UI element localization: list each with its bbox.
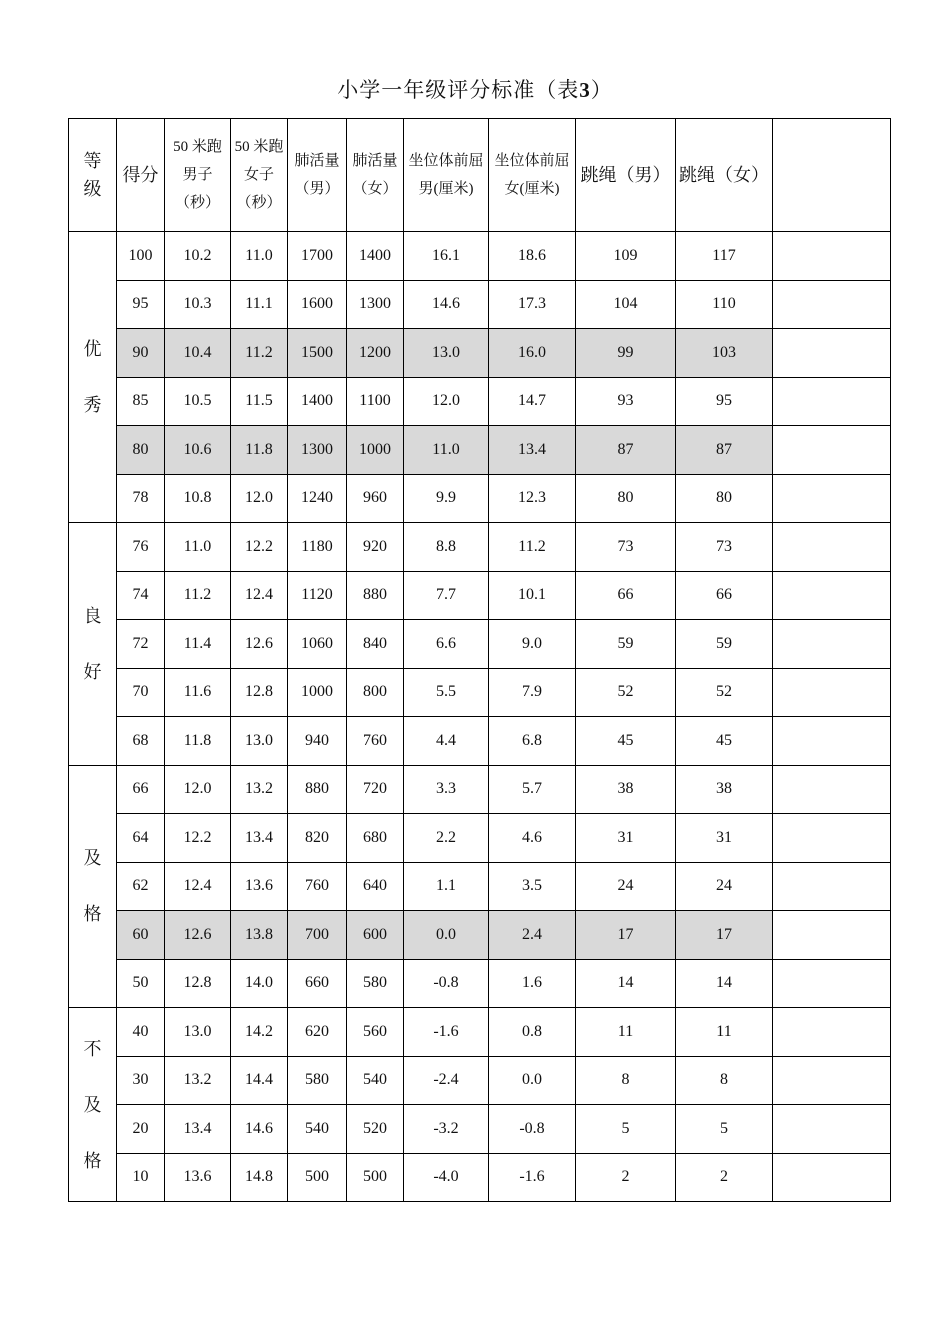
table-row xyxy=(69,474,891,523)
cell-sit-f: 11.2 xyxy=(489,523,576,572)
header-grade-line: 级 xyxy=(83,178,102,199)
table-row xyxy=(69,765,891,814)
cell-run-f: 12.0 xyxy=(231,474,288,523)
cell-lung-f: 800 xyxy=(347,668,404,717)
cell-run-m: 11.4 xyxy=(165,620,231,669)
cell-sit-m: 3.3 xyxy=(404,765,489,814)
grade-char: 不 xyxy=(83,1038,102,1059)
cell-run-f: 14.2 xyxy=(231,1008,288,1057)
cell-rope-f: 73 xyxy=(676,523,773,572)
cell-rope-f: 59 xyxy=(676,620,773,669)
cell-score: 64 xyxy=(117,814,165,863)
header-line: 肺活量 xyxy=(352,152,398,169)
cell-lung-f: 1200 xyxy=(347,329,404,378)
cell-run-m: 10.8 xyxy=(165,474,231,523)
cell-rope-f: 103 xyxy=(676,329,773,378)
header-rope-female: 跳绳（女） xyxy=(676,119,773,232)
cell-run-f: 12.2 xyxy=(231,523,288,572)
table-row xyxy=(69,232,891,281)
cell-run-m: 12.2 xyxy=(165,814,231,863)
header-run-male xyxy=(165,119,231,232)
cell-run-m: 11.8 xyxy=(165,717,231,766)
cell-score: 30 xyxy=(117,1056,165,1105)
header-line: （女） xyxy=(352,180,398,197)
cell-rope-m: 31 xyxy=(576,814,676,863)
header-line: 男(厘米) xyxy=(418,180,474,197)
cell-sit-f: 18.6 xyxy=(489,232,576,281)
cell-sit-f: 1.6 xyxy=(489,959,576,1008)
cell-run-f: 12.6 xyxy=(231,620,288,669)
grade-char: 及 xyxy=(83,1094,102,1115)
cell-rope-f: 87 xyxy=(676,426,773,475)
cell-lung-f: 760 xyxy=(347,717,404,766)
cell-lung-f: 520 xyxy=(347,1105,404,1154)
cell-rope-f: 38 xyxy=(676,765,773,814)
cell-sit-f: 4.6 xyxy=(489,814,576,863)
cell-score: 20 xyxy=(117,1105,165,1154)
cell-rope-m: 5 xyxy=(576,1105,676,1154)
cell-rope-m: 14 xyxy=(576,959,676,1008)
cell-run-m: 10.4 xyxy=(165,329,231,378)
cell-run-f: 12.8 xyxy=(231,668,288,717)
cell-lung-m: 760 xyxy=(288,862,347,911)
cell-extra xyxy=(773,862,891,911)
table-row xyxy=(69,329,891,378)
cell-extra xyxy=(773,814,891,863)
cell-lung-m: 1180 xyxy=(288,523,347,572)
cell-extra xyxy=(773,911,891,960)
cell-rope-f: 2 xyxy=(676,1153,773,1202)
page-title xyxy=(0,74,950,104)
cell-sit-m: -4.0 xyxy=(404,1153,489,1202)
cell-lung-f: 680 xyxy=(347,814,404,863)
cell-sit-f: 5.7 xyxy=(489,765,576,814)
table-row xyxy=(69,1153,891,1202)
table-row xyxy=(69,1056,891,1105)
cell-score: 60 xyxy=(117,911,165,960)
cell-run-f: 13.8 xyxy=(231,911,288,960)
grade-char: 格 xyxy=(83,904,102,925)
cell-extra xyxy=(773,377,891,426)
cell-lung-f: 720 xyxy=(347,765,404,814)
header-rope-male: 跳绳（男） xyxy=(576,119,676,232)
cell-sit-m: 0.0 xyxy=(404,911,489,960)
cell-score: 74 xyxy=(117,571,165,620)
cell-run-m: 11.0 xyxy=(165,523,231,572)
cell-run-f: 12.4 xyxy=(231,571,288,620)
cell-sit-m: 7.7 xyxy=(404,571,489,620)
cell-lung-f: 960 xyxy=(347,474,404,523)
cell-sit-f: 12.3 xyxy=(489,474,576,523)
cell-score: 90 xyxy=(117,329,165,378)
table-row xyxy=(69,426,891,475)
cell-run-f: 11.1 xyxy=(231,280,288,329)
grade-cell xyxy=(69,765,117,1008)
cell-sit-f: -1.6 xyxy=(489,1153,576,1202)
grade-cell xyxy=(69,232,117,523)
cell-sit-m: -0.8 xyxy=(404,959,489,1008)
header-grade-line: 等 xyxy=(83,150,102,171)
cell-lung-f: 560 xyxy=(347,1008,404,1057)
table-row xyxy=(69,1008,891,1057)
table-body xyxy=(69,232,891,1202)
cell-sit-m: 9.9 xyxy=(404,474,489,523)
cell-lung-m: 1240 xyxy=(288,474,347,523)
cell-extra xyxy=(773,765,891,814)
cell-lung-m: 580 xyxy=(288,1056,347,1105)
cell-rope-f: 17 xyxy=(676,911,773,960)
header-line: 肺活量 xyxy=(294,152,340,169)
table-row xyxy=(69,571,891,620)
header-lung-female xyxy=(347,119,404,232)
cell-run-m: 12.0 xyxy=(165,765,231,814)
table-row xyxy=(69,377,891,426)
cell-score: 66 xyxy=(117,765,165,814)
grade-char: 优 xyxy=(83,339,102,359)
table-row xyxy=(69,959,891,1008)
table-row xyxy=(69,911,891,960)
cell-rope-m: 45 xyxy=(576,717,676,766)
cell-rope-m: 73 xyxy=(576,523,676,572)
cell-sit-m: 2.2 xyxy=(404,814,489,863)
cell-run-f: 13.4 xyxy=(231,814,288,863)
cell-lung-m: 1060 xyxy=(288,620,347,669)
cell-lung-m: 1120 xyxy=(288,571,347,620)
cell-extra xyxy=(773,717,891,766)
cell-lung-m: 700 xyxy=(288,911,347,960)
cell-score: 50 xyxy=(117,959,165,1008)
cell-extra xyxy=(773,1105,891,1154)
cell-rope-f: 117 xyxy=(676,232,773,281)
cell-lung-f: 880 xyxy=(347,571,404,620)
cell-sit-m: -1.6 xyxy=(404,1008,489,1057)
table-row xyxy=(69,862,891,911)
cell-extra xyxy=(773,426,891,475)
header-grade xyxy=(69,119,117,232)
grade-char: 及 xyxy=(83,848,102,869)
cell-sit-f: 6.8 xyxy=(489,717,576,766)
cell-score: 10 xyxy=(117,1153,165,1202)
cell-rope-f: 95 xyxy=(676,377,773,426)
cell-extra xyxy=(773,1153,891,1202)
cell-lung-f: 540 xyxy=(347,1056,404,1105)
header-extra xyxy=(773,119,891,232)
cell-sit-m: 4.4 xyxy=(404,717,489,766)
cell-sit-m: 12.0 xyxy=(404,377,489,426)
cell-run-f: 13.6 xyxy=(231,862,288,911)
cell-score: 70 xyxy=(117,668,165,717)
cell-rope-m: 93 xyxy=(576,377,676,426)
cell-sit-f: 7.9 xyxy=(489,668,576,717)
cell-extra xyxy=(773,1056,891,1105)
header-line: （秒） xyxy=(174,194,220,211)
grade-cell xyxy=(69,1008,117,1202)
cell-sit-m: 14.6 xyxy=(404,280,489,329)
cell-rope-m: 38 xyxy=(576,765,676,814)
header-sit-reach-male xyxy=(404,119,489,232)
cell-rope-f: 52 xyxy=(676,668,773,717)
cell-rope-m: 2 xyxy=(576,1153,676,1202)
title-number: 3 xyxy=(579,78,591,102)
cell-score: 95 xyxy=(117,280,165,329)
cell-rope-f: 14 xyxy=(676,959,773,1008)
cell-rope-m: 17 xyxy=(576,911,676,960)
cell-lung-f: 500 xyxy=(347,1153,404,1202)
cell-run-m: 12.4 xyxy=(165,862,231,911)
cell-lung-m: 1700 xyxy=(288,232,347,281)
cell-lung-f: 1100 xyxy=(347,377,404,426)
cell-extra xyxy=(773,523,891,572)
cell-extra xyxy=(773,620,891,669)
cell-lung-f: 640 xyxy=(347,862,404,911)
cell-rope-m: 24 xyxy=(576,862,676,911)
cell-run-f: 14.8 xyxy=(231,1153,288,1202)
cell-rope-m: 80 xyxy=(576,474,676,523)
grade-char: 好 xyxy=(83,661,102,682)
table-row xyxy=(69,523,891,572)
cell-extra xyxy=(773,1008,891,1057)
cell-sit-m: 13.0 xyxy=(404,329,489,378)
cell-score: 85 xyxy=(117,377,165,426)
cell-lung-m: 620 xyxy=(288,1008,347,1057)
header-line: 男子 xyxy=(182,166,213,183)
cell-sit-f: 10.1 xyxy=(489,571,576,620)
cell-rope-m: 109 xyxy=(576,232,676,281)
cell-rope-f: 66 xyxy=(676,571,773,620)
cell-run-f: 11.5 xyxy=(231,377,288,426)
cell-lung-m: 1600 xyxy=(288,280,347,329)
cell-run-m: 11.6 xyxy=(165,668,231,717)
cell-lung-m: 880 xyxy=(288,765,347,814)
cell-extra xyxy=(773,474,891,523)
cell-score: 76 xyxy=(117,523,165,572)
cell-lung-m: 1000 xyxy=(288,668,347,717)
cell-sit-f: 2.4 xyxy=(489,911,576,960)
header-line: （男） xyxy=(294,180,340,197)
cell-rope-f: 8 xyxy=(676,1056,773,1105)
grade-char: 格 xyxy=(83,1150,102,1171)
cell-sit-f: 13.4 xyxy=(489,426,576,475)
table-row xyxy=(69,814,891,863)
cell-rope-m: 11 xyxy=(576,1008,676,1057)
header-lung-male xyxy=(288,119,347,232)
cell-run-m: 13.2 xyxy=(165,1056,231,1105)
cell-lung-m: 1300 xyxy=(288,426,347,475)
cell-rope-f: 31 xyxy=(676,814,773,863)
cell-lung-m: 660 xyxy=(288,959,347,1008)
title-text: 小学一年级评分标准（表 xyxy=(337,78,580,102)
cell-lung-f: 1400 xyxy=(347,232,404,281)
cell-lung-f: 920 xyxy=(347,523,404,572)
cell-run-m: 10.6 xyxy=(165,426,231,475)
cell-rope-f: 5 xyxy=(676,1105,773,1154)
cell-sit-f: 3.5 xyxy=(489,862,576,911)
cell-run-f: 11.0 xyxy=(231,232,288,281)
cell-run-m: 13.0 xyxy=(165,1008,231,1057)
cell-run-f: 13.0 xyxy=(231,717,288,766)
cell-rope-f: 11 xyxy=(676,1008,773,1057)
cell-rope-m: 66 xyxy=(576,571,676,620)
cell-run-f: 14.0 xyxy=(231,959,288,1008)
cell-lung-m: 940 xyxy=(288,717,347,766)
cell-sit-f: 14.7 xyxy=(489,377,576,426)
cell-run-f: 11.2 xyxy=(231,329,288,378)
cell-score: 78 xyxy=(117,474,165,523)
grade-char: 秀 xyxy=(83,395,102,415)
cell-run-f: 13.2 xyxy=(231,765,288,814)
cell-run-m: 10.2 xyxy=(165,232,231,281)
cell-sit-m: 11.0 xyxy=(404,426,489,475)
cell-lung-f: 1000 xyxy=(347,426,404,475)
table-row xyxy=(69,668,891,717)
cell-rope-f: 110 xyxy=(676,280,773,329)
cell-lung-f: 1300 xyxy=(347,280,404,329)
cell-sit-f: 9.0 xyxy=(489,620,576,669)
cell-sit-m: -2.4 xyxy=(404,1056,489,1105)
cell-sit-m: 1.1 xyxy=(404,862,489,911)
cell-run-m: 10.5 xyxy=(165,377,231,426)
cell-extra xyxy=(773,232,891,281)
cell-run-f: 11.8 xyxy=(231,426,288,475)
cell-score: 100 xyxy=(117,232,165,281)
grade-cell xyxy=(69,523,117,766)
cell-score: 68 xyxy=(117,717,165,766)
table-row xyxy=(69,1105,891,1154)
header-line: 50 米跑 xyxy=(234,138,284,155)
table-row xyxy=(69,280,891,329)
cell-rope-f: 80 xyxy=(676,474,773,523)
cell-rope-f: 45 xyxy=(676,717,773,766)
cell-lung-m: 1500 xyxy=(288,329,347,378)
grade-char: 良 xyxy=(83,605,102,626)
header-run-female xyxy=(231,119,288,232)
cell-run-m: 11.2 xyxy=(165,571,231,620)
cell-sit-f: 16.0 xyxy=(489,329,576,378)
header-sit-reach-female xyxy=(489,119,576,232)
cell-run-f: 14.4 xyxy=(231,1056,288,1105)
table-row xyxy=(69,717,891,766)
header-line: 坐位体前屈 xyxy=(408,152,484,169)
cell-lung-m: 820 xyxy=(288,814,347,863)
cell-rope-m: 87 xyxy=(576,426,676,475)
header-line: 女子 xyxy=(243,166,274,183)
cell-rope-f: 24 xyxy=(676,862,773,911)
cell-run-m: 10.3 xyxy=(165,280,231,329)
header-line: （秒） xyxy=(236,194,282,211)
cell-rope-m: 52 xyxy=(576,668,676,717)
header-line: 女(厘米) xyxy=(504,180,560,197)
cell-run-m: 13.6 xyxy=(165,1153,231,1202)
cell-run-m: 12.8 xyxy=(165,959,231,1008)
cell-rope-m: 59 xyxy=(576,620,676,669)
cell-rope-m: 104 xyxy=(576,280,676,329)
table-row xyxy=(69,620,891,669)
cell-lung-m: 540 xyxy=(288,1105,347,1154)
cell-score: 80 xyxy=(117,426,165,475)
header-line: 50 米跑 xyxy=(173,138,222,155)
cell-extra xyxy=(773,571,891,620)
cell-score: 72 xyxy=(117,620,165,669)
cell-sit-f: 0.8 xyxy=(489,1008,576,1057)
cell-extra xyxy=(773,280,891,329)
cell-score: 62 xyxy=(117,862,165,911)
cell-extra xyxy=(773,329,891,378)
header-line: 坐位体前屈 xyxy=(494,152,570,169)
cell-sit-m: 5.5 xyxy=(404,668,489,717)
cell-run-m: 13.4 xyxy=(165,1105,231,1154)
cell-lung-f: 600 xyxy=(347,911,404,960)
cell-sit-m: 8.8 xyxy=(404,523,489,572)
header-row xyxy=(69,119,891,232)
cell-sit-f: 17.3 xyxy=(489,280,576,329)
cell-sit-f: 0.0 xyxy=(489,1056,576,1105)
cell-score: 40 xyxy=(117,1008,165,1057)
header-score: 得分 xyxy=(117,119,165,232)
cell-sit-m: -3.2 xyxy=(404,1105,489,1154)
cell-rope-m: 8 xyxy=(576,1056,676,1105)
cell-run-m: 12.6 xyxy=(165,911,231,960)
cell-lung-f: 840 xyxy=(347,620,404,669)
scoring-table xyxy=(68,118,891,1202)
cell-lung-m: 500 xyxy=(288,1153,347,1202)
cell-lung-f: 580 xyxy=(347,959,404,1008)
cell-rope-m: 99 xyxy=(576,329,676,378)
cell-extra xyxy=(773,668,891,717)
cell-extra xyxy=(773,959,891,1008)
cell-sit-m: 6.6 xyxy=(404,620,489,669)
cell-sit-f: -0.8 xyxy=(489,1105,576,1154)
cell-run-f: 14.6 xyxy=(231,1105,288,1154)
cell-sit-m: 16.1 xyxy=(404,232,489,281)
cell-lung-m: 1400 xyxy=(288,377,347,426)
title-close: ） xyxy=(590,78,613,102)
